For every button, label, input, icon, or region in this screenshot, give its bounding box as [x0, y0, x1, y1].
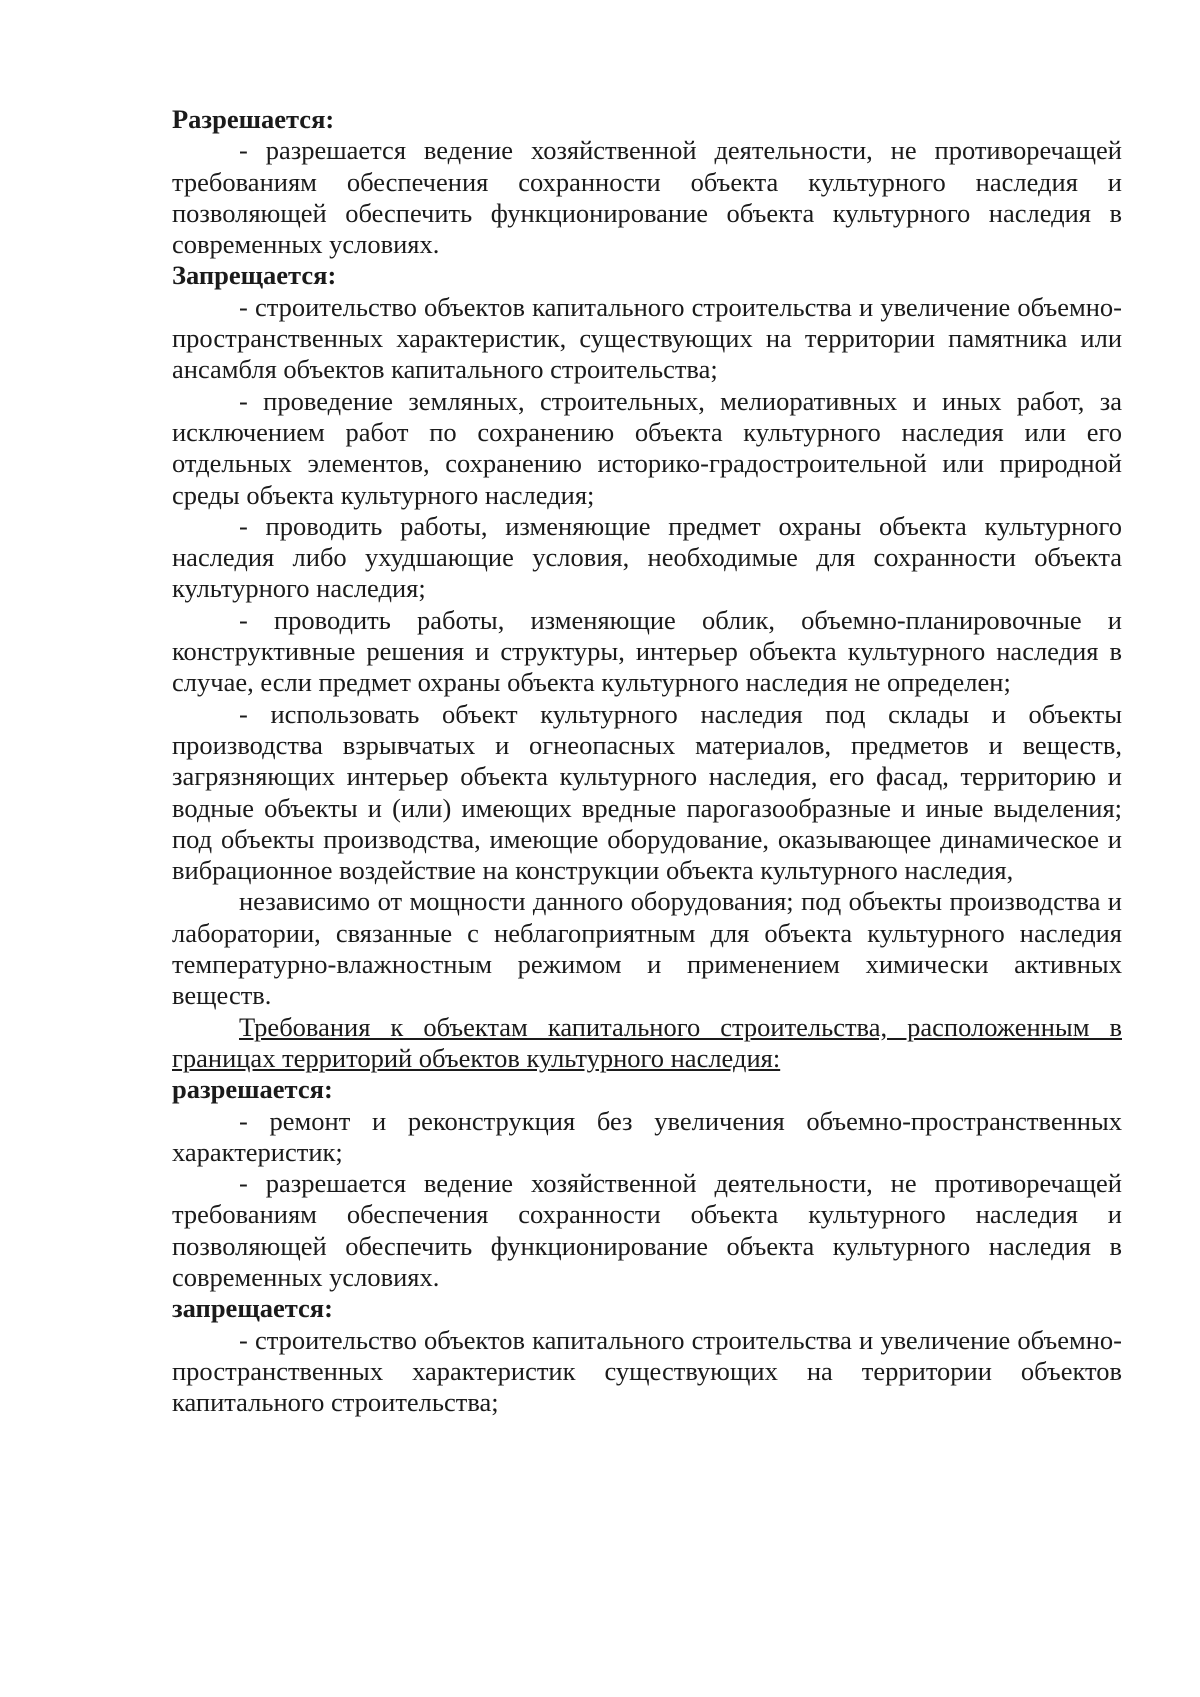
- prohibited-item: - строительство объектов капитального строительства и увеличение объемно-пространственных характеристик, существующих на территории памятника или ансамбля объектов капитального строительства;: [172, 291, 1122, 385]
- allowed-buildings-item: - ремонт и реконструкция без увеличения объемно-пространственных характеристик;: [172, 1105, 1122, 1167]
- prohibited-buildings-item: - строительство объектов капитального строительства и увеличение объемно-пространственных характеристик существующих на территории объектов капитального строительства;: [172, 1324, 1122, 1418]
- section-heading-prohibited-buildings: запрещается:: [172, 1293, 333, 1324]
- prohibited-item: - использовать объект культурного наследия под склады и объекты производства взрывчатых и огнеопасных материалов, предметов и веществ, загрязняющих интерьер объекта культурного наследия, его фасад, территорию и водные объекты и (или) имеющих вредные парогазообразные и иные выделения; под объекты производства, имеющие оборудование, оказывающее динамическое и вибрационное воздействие на конструкции объекта культурного наследия,: [172, 698, 1122, 886]
- allowed-buildings-item: - разрешается ведение хозяйственной деятельности, не противоречащей требованиям обеспечения сохранности объекта культурного наследия и позволяющей обеспечить функционирование объекта культурного наследия в современных условиях.: [172, 1168, 1122, 1292]
- prohibited-item: - проводить работы, изменяющие облик, объемно-планировочные и конструктивные решения и структуры, интерьер объекта культурного наследия в случае, если предмет охраны объекта культурного наследия не определен;: [172, 604, 1122, 698]
- requirements-title: Требования к объектам капитального строительства, расположенным в границах территорий объектов культурного наследия:: [172, 1011, 1122, 1073]
- prohibited-item-continuation: независимо от мощности данного оборудования; под объекты производства и лаборатории, связанные с неблагоприятным для объекта культурного наследия температурно-влажностным режимом и применением химически активных веществ.: [172, 886, 1122, 1011]
- prohibited-item: - проводить работы, изменяющие предмет охраны объекта культурного наследия либо ухудшающие условия, необходимые для сохранности объекта культурного наследия;: [172, 510, 1122, 604]
- section-heading-prohibited: Запрещается:: [172, 260, 337, 291]
- section-heading-allowed: Разрешается:: [172, 104, 335, 134]
- allowed-item: - разрешается ведение хозяйственной деятельности, не противоречащей требованиям обеспечения сохранности объекта культурного наследия и позволяющей обеспечить функционирование объекта культурного наследия в современных условиях.: [172, 135, 1122, 260]
- section-heading-allowed-buildings: разрешается:: [172, 1074, 333, 1105]
- prohibited-item: - проведение земляных, строительных, мелиоративных и иных работ, за исключением работ по сохранению объекта культурного наследия или его отдельных элементов, сохранению историко-градостроительной или природной среды объекта культурного наследия;: [172, 385, 1122, 510]
- document-body: [172, 104, 1122, 1418]
